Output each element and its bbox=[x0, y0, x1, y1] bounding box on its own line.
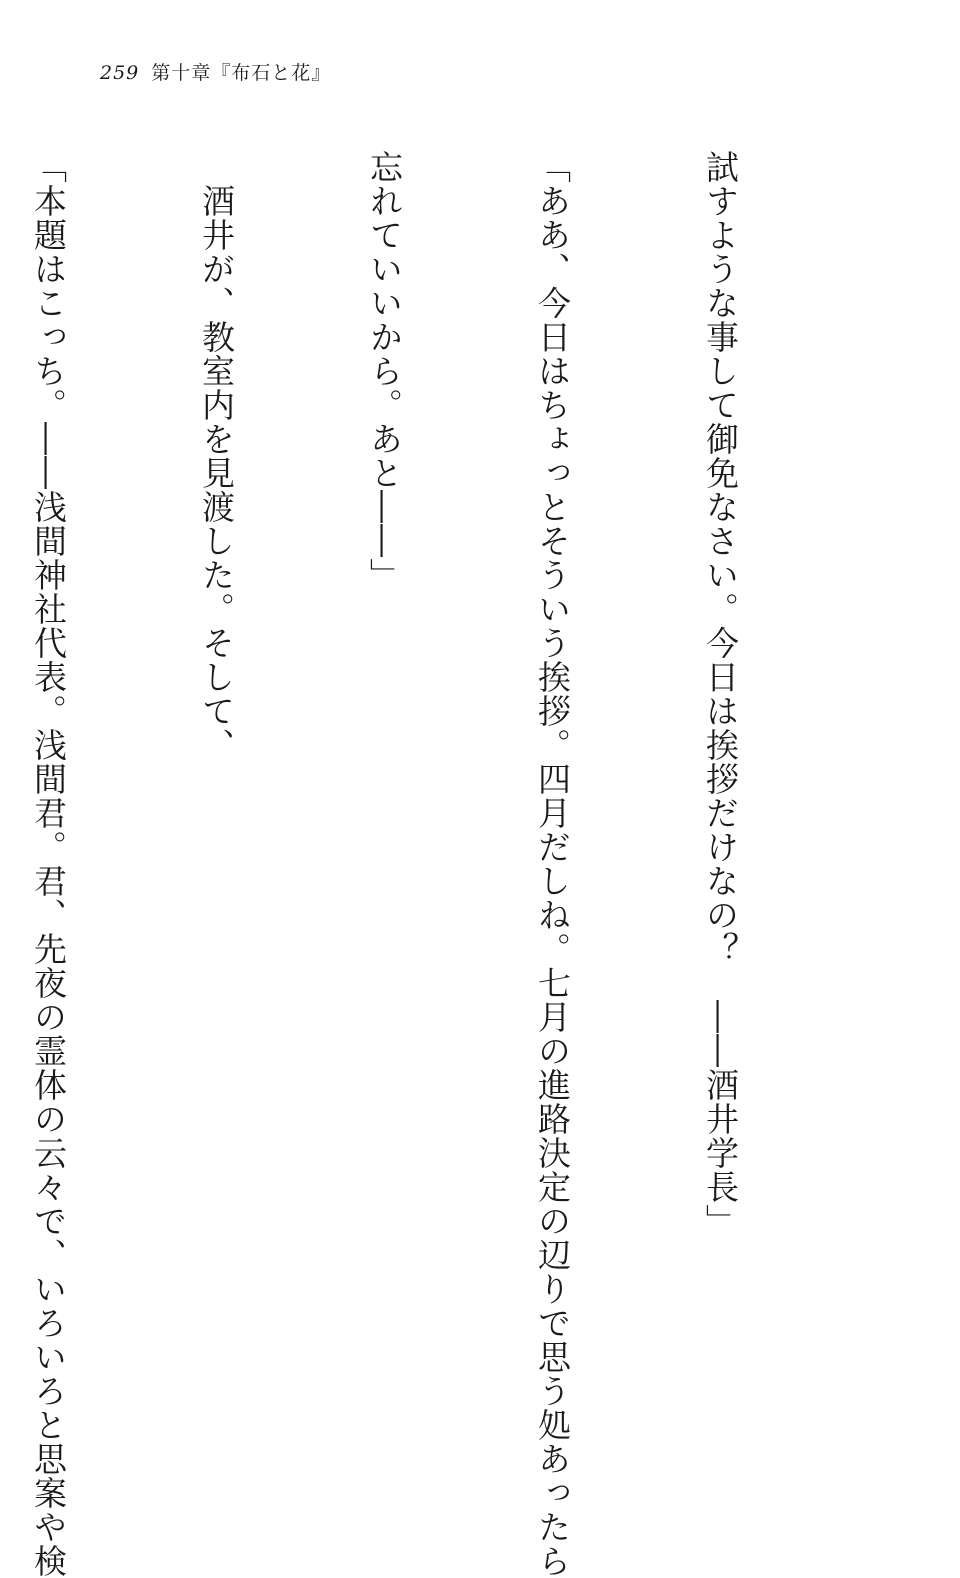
page-number: 259 bbox=[100, 62, 140, 84]
vertical-body-text bbox=[0, 150, 860, 1578]
text-line: 「本題はこっち。――浅間神社代表。浅間君。君、先夜の霊体の云々で、いろいろと思案や検 bbox=[29, 150, 68, 1578]
text-line: 試すような事して御免なさい。今日は挨拶だけなの？ ――酒井学長」 bbox=[701, 150, 740, 1238]
chapter-title: 第十章『布石と花』 bbox=[151, 62, 332, 84]
text-line: 「ああ、今日はちょっとそういう挨拶。四月だしね。七月の進路決定の辺りで思う処あったら bbox=[533, 150, 572, 1578]
text-line: 忘れていいから。あと――」 bbox=[365, 150, 404, 592]
text-line: 酒井が、教室内を見渡した。そして、 bbox=[197, 150, 236, 762]
running-header bbox=[100, 58, 331, 85]
